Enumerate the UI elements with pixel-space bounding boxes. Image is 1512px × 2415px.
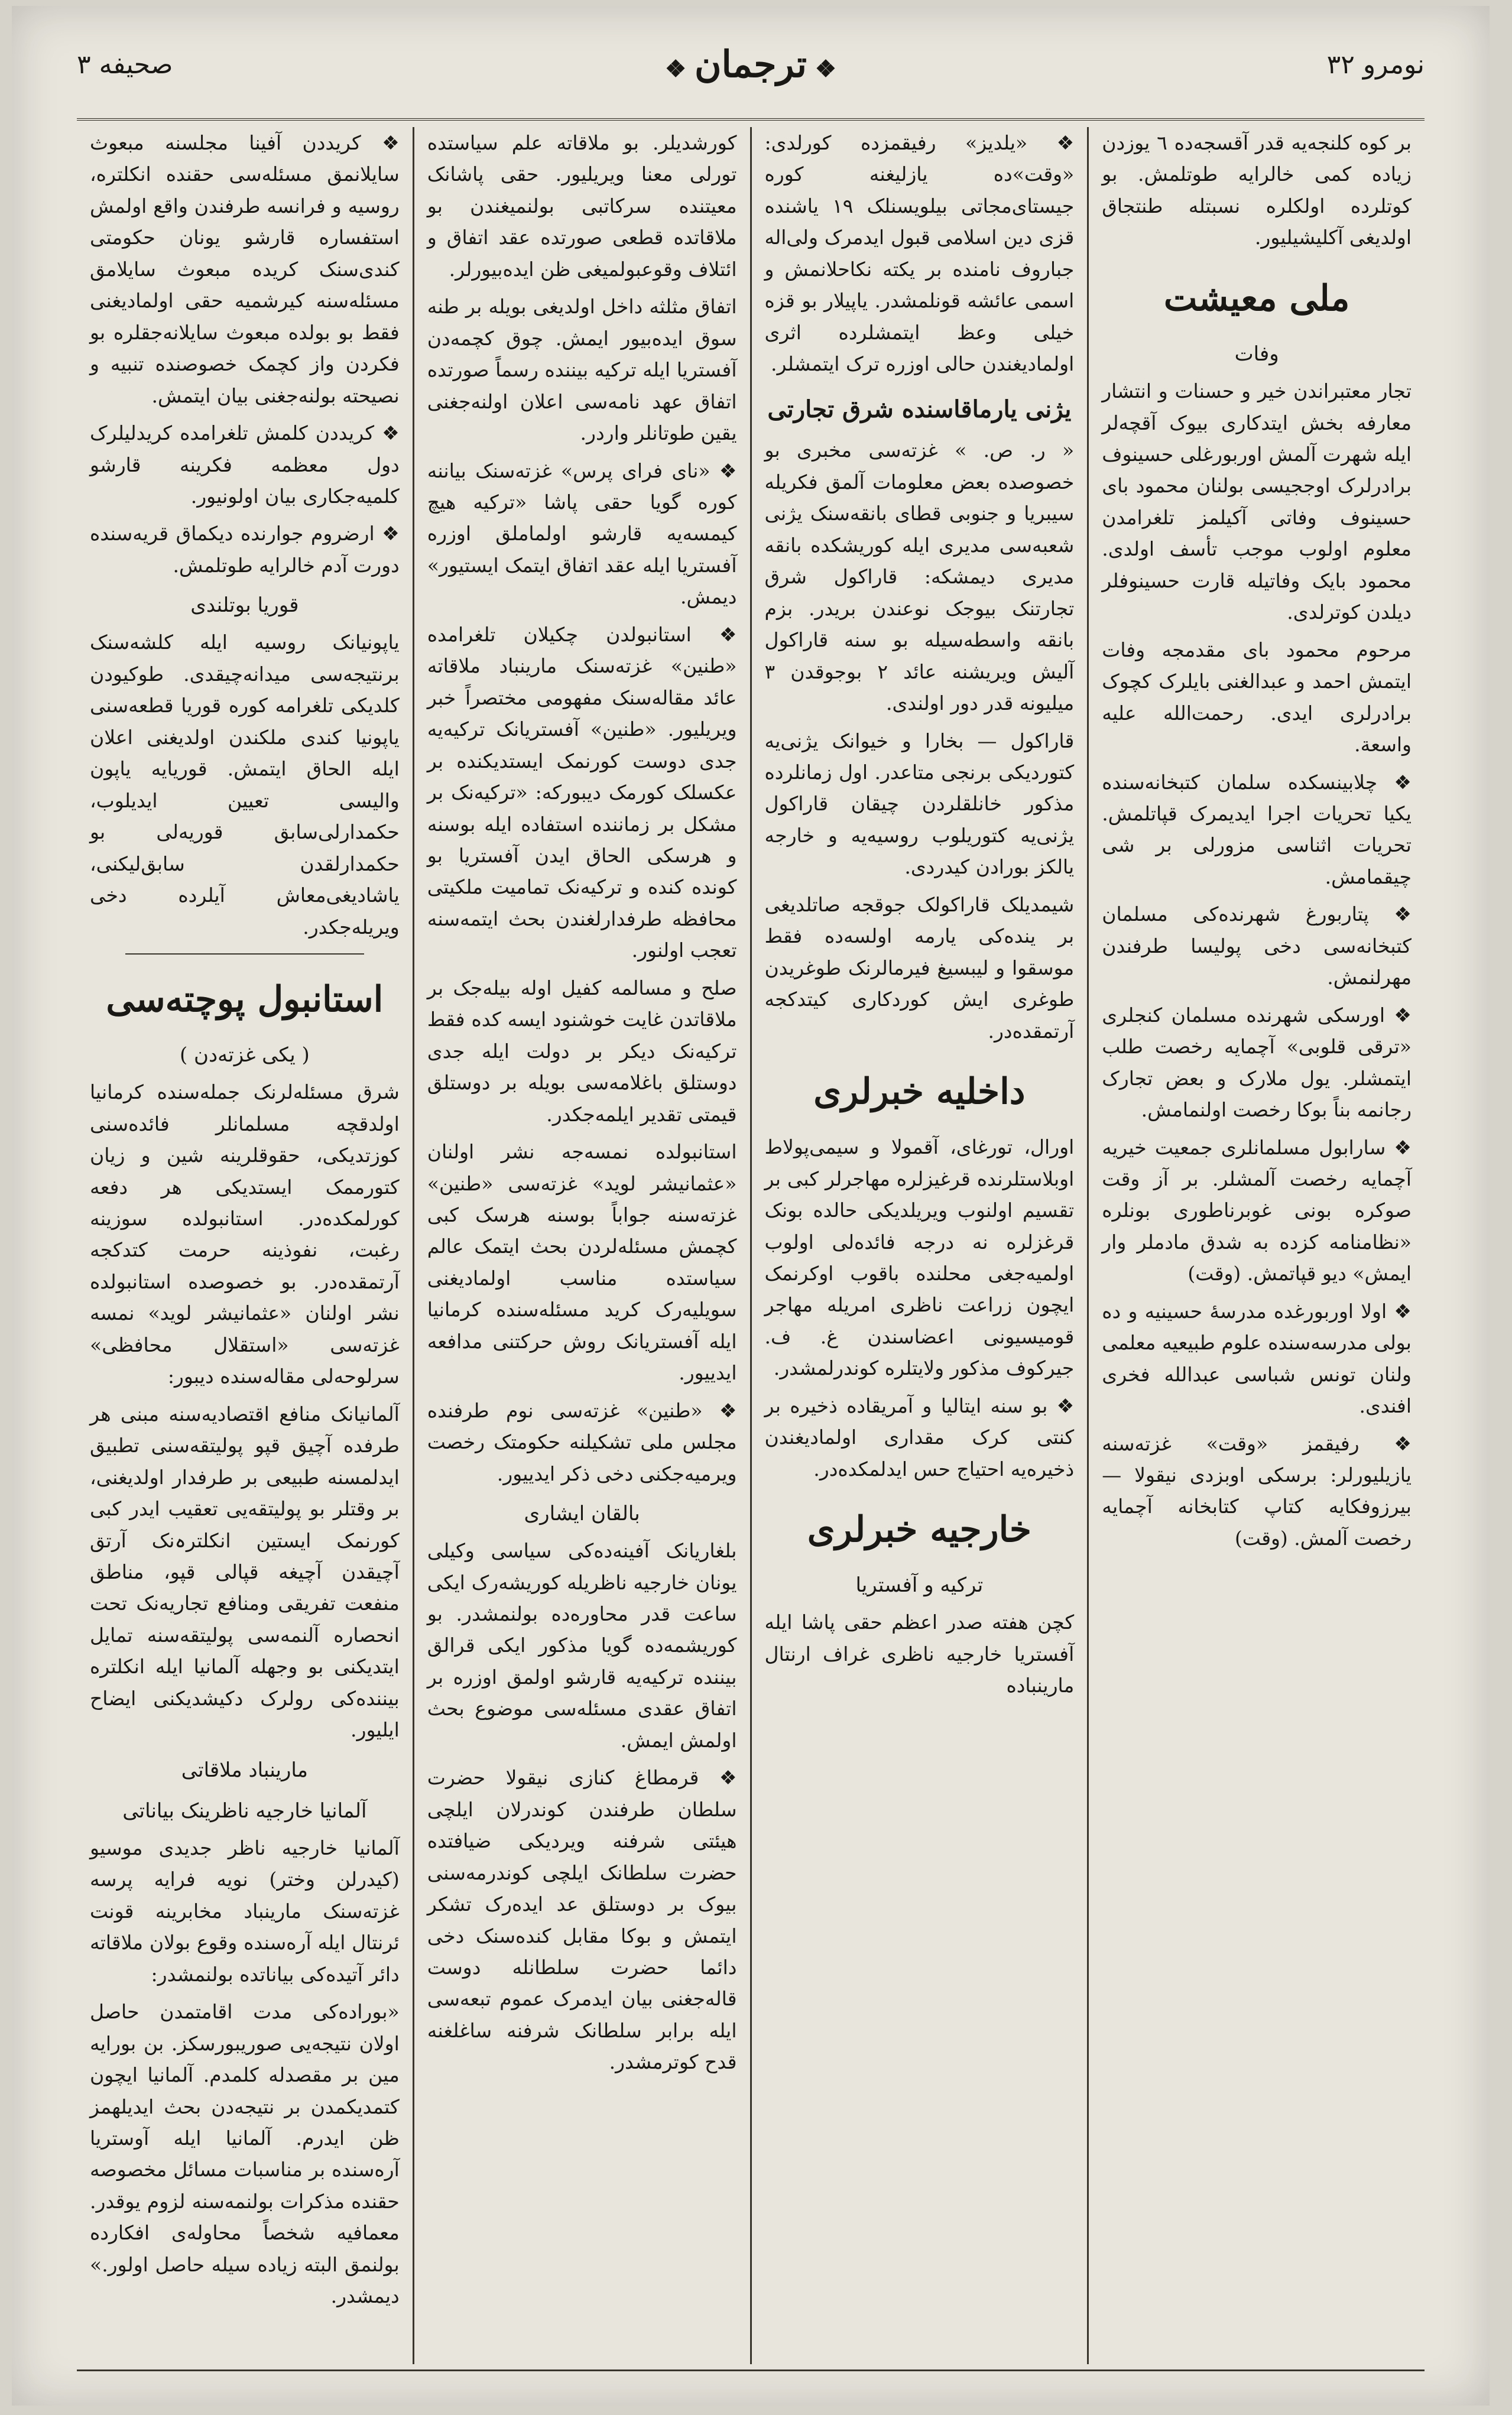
footer-rule	[77, 2369, 1425, 2391]
paragraph: ❖ «نای فرای پرس» غزته‌سنک بیاننه کوره گویا حقی پاشا «ترکیه هیچ کیمسه‌یه قارشو اولماملق اوزره آفستریا ایله عقد اتفاق ایتمک ایستیور» دیمش.	[427, 459, 737, 609]
ornament-icon: ❖	[665, 55, 686, 83]
section-heading: ملی معیشت	[1163, 277, 1350, 319]
paragraph: استانبولده نمسه‌جه نشر اولنان «عثمانیشر لوید» غزته‌سی «طنین» غزته‌سنه جواباً بوسنه هرسک کبی کچمش مسئله‌لردن بحث ایتمک عالم سیاستده مناسب اولمادیغنی سویلیه‌رک کرید مسئله‌سنده کرمانیا ایله آفستریانک روش حرکتنی مدافعه ایدییور.	[427, 1140, 737, 1385]
paragraph: یاپونیانک روسیه ایله کلشه‌سنک برنتیجه‌سی میدانه‌چیقدی. طوکیودن کلدیکی تلغرامه کوره قوریا قطعه‌سنی یاپونیا کندی ملکندن اولدیغنی اعلان ایله الحاق ایتمش. قوریایه یاپون والیسی تعیین ایدیلوب، حکمدارلی‌سابق قوریه‌لی بو حکمدارلقدن سابق‌لیکنی، یاشادیغی‌معاش آیلرده دخی ویریله‌جکدر.	[90, 631, 400, 939]
columns	[77, 127, 1425, 2364]
paragraph: « ر. ص. » غزته‌سی مخبری بو خصو‌صده بعض معلومات آلمق فکریله سیبریا و جنوبی قطای بانقه‌سنک یژنی شعبه‌سی مدیری ایله کوریشکده بانقه مدیری دیمشکه: قاراکول شرق تجارتنک بیوجک نوعندن بریدر. بزم بانقه واسطه‌سیله بو سنه قاراکول آلیش ویریشنه عائد ٢ بوجوقدن ٣ میلیونه قدر دور اولندی.	[764, 439, 1075, 715]
paragraph: شرق مسئله‌لرنک جمله‌سنده کرمانیا اولدقچه مسلمانلر فائده‌سنی کوزتدیکی، حقوقلرینه شین و زیان کتورممک ایستدیکی هر دفعه کورلمکده‌در. استانبولده سوزینه رغبت، نفوذینه حرمت کتدکجه آرتمقده‌در. بو خصوصده استانبولده نشر اولنان «عثمانیشر لوید» نمسه غزته‌سی «استقلال محافظی» سرلوحه‌لی مقاله‌سنده دیبور:	[90, 1080, 400, 1388]
ornament-icon: ❖	[815, 55, 836, 83]
paragraph: شیمدیلک قاراکولک جوقجه صاتلدیغی بر ینده‌کی یارمه اولسه‌ده فقط موسقوا و لیبسیغ فیرمالرنک طوغریدن طوغری ایش کوردکاری کیتدکجه آرتمقده‌در.	[764, 892, 1075, 1043]
section-subheading: وفات	[1234, 342, 1279, 366]
paragraph: ❖ قرمطاغ کنازی نیقولا حضرت سلطان طرفندن کوندرلان ایلچی هیئتی شرفنه ویردیکی ضیافتده حضرت سلطانک ایلچی کوندرمه‌سنی بیوک بر دوستلق عد ایده‌رک تشکر ایتمش و بوکا مقابل کنده‌سنک دخی دائما حضرت سلطانله دوست قاله‌جغنی بیان ایدمرک عموم تبعه‌سی ایله برابر سلطانک شرفنه ساغلغنه قدح کوترمشدر.	[427, 1766, 737, 2074]
paragraph: ❖ اولا اوربورغده مدرسهٔ حسینیه و ده بولی مدرسه‌سنده علوم طبیعیه معلمی ولنان تونس شباسی عبدالله فخری افندی.	[1102, 1299, 1412, 1418]
paragraph: ❖ کریددن آفینا مجلسنه مبعوث سایلانمق مسئله‌سی حقنده انکلتره، روسیه و فرانسه طرفندن واقع اولمش استفساره قارشو یونان حکومتی کندی‌سنک کریده مبعوث سایلامق مسئله‌سنه کیرشمیه حقی اولمادیغنی فقط بو بولده مبعوث سایلانه‌جقلره بو فکردن واز کچمک خصوصنده تنبیه و نصیحته بولنه‌جغنی بیان ایتمش.	[90, 131, 400, 407]
section-subheading: قوریا بوتلندی	[190, 593, 299, 618]
paragraph: صلح و مسالمه کفیل اوله بیله‌جک بر ملاقاتدن غایت خوشنود ایسه کده فقط ترکیه‌نک دیکر بر دولت ایله جدی دوستلق باغلامه‌سی بویله بر دوستلق قیمتی تقدیر ایلمه‌جکدر.	[427, 976, 737, 1126]
section-subheading: ترکیه و آفستریا	[855, 1573, 984, 1598]
column-3	[413, 127, 750, 2364]
column-2	[750, 127, 1088, 2364]
page-label: صحیفه ٣	[77, 50, 173, 80]
section-subheading: مارینباد ملاقاتی	[181, 1758, 308, 1782]
paragraph: ❖ رفیقمز «وقت» غزته‌سنه یازیلیورلر: برسکی اوبزدی نیقولا — بیرزوفکایه کتاپ کتابخانه آچمایه رخصت آلمش. (وقت)	[1102, 1432, 1412, 1550]
column-1	[1087, 127, 1425, 2364]
section-subheading: آلمانیا خارجیه ناظرینک بیاناتی	[122, 1799, 367, 1823]
paragraph: ❖ سارابول مسلمانلری جمعیت خیریه آچمایه رخصت آلمشلر. بر آز وقت صوکره بونی غوبرناطوری بونلره «نظامنامه کزده به شدق مادملر وار ایمش» دیو قپاتمش. (وقت)	[1102, 1135, 1412, 1286]
masthead	[77, 41, 1425, 121]
title-text: ترجمان	[694, 43, 807, 86]
paragraph: کورشدیلر. بو ملاقاته علم سیاستده تورلی معنا ویریلیور. حقی پاشانک معیتنده سرکاتبی بولنمیغندن بو ملاقاتده قطعی صورتده عقد اتفاق و ائتلاف وقوعبولمیغی ظن ایده‌بیورلر.	[427, 131, 737, 281]
paragraph: قاراکول — بخارا و خیوانک یژنی‌یه کتوردیکی برنجی متاعدر. اول زمانلرده مذکور خانلقلردن چیقان قاراکول یژنی‌یه کتوریلوب روسیه‌یه و خارجه یالکز بورادن کیدردی.	[764, 729, 1075, 879]
paragraph: کچن هفته صدر اعظم حقی پاشا ایله آفستریا خارجیه ناظری غراف ارنتال مارینباده	[764, 1611, 1075, 1697]
paragraph: «بوراده‌کی مدت اقامتمدن حاصل اولان نتیجه‌یی صوریبورسکز. بن بورایه مین بر مقصدله کلمدم. آلمانیا ایچون کتمدیکمدن بر نتیجه‌دن بحث ایدیلهمز ظن ایدرم. آلمانیا ایله آوستریا آره‌سنده بر مناسبات مسائل مخصوصه حقنده مذکرات بولنمه‌سنه لزوم یوقدر. معمافیه شخصاً محاوله‌ی افکارده بولنمق البته زیاده سیله حاصل اولور.» دیمشدر.	[90, 2000, 400, 2308]
paragraph: بر کوه کلنجه‌یه قدر آقسجه‌ده ٦ یوزدن زیاده کمی خالرایه طوتلمش. بو کوتلرده اولکلره نسبتله طنتجاق اولدیغی آکلیشیلیور.	[1102, 131, 1412, 249]
paragraph: اتفاق مثلثه داخل اولدیغی بویله بر طنه سوق ایده‌بیور ایمش. چوق کچمه‌دن آفستریا ایله ترکیه بیننده رسماً صورتده اتفاق عهد نامه‌سی اعلان اولنه‌جغنی یقین طوتانلر واردر.	[427, 295, 737, 445]
column-4	[77, 127, 413, 2364]
paragraph: ❖ بو سنه ایتالیا و آمریقاده ذخیره بر کنتی کرک مقداری اولمادیغندن ذخیره‌یه احتیاج حس ایدلمکده‌در.	[764, 1394, 1075, 1481]
paragraph: ❖ ارضروم جوارنده دیکماق قریه‌سنده دورت آدم خالرایه طوتلمش.	[90, 522, 400, 577]
newspaper-page	[12, 6, 1490, 2406]
paragraph: ❖ پتاربورغ شهرنده‌کی مسلمان کتبخانه‌سی دخی پولیسا طرفندن مهرلنمش.	[1102, 903, 1412, 989]
paragraph: ❖ اورسکی شهرنده مسلمان کنجلری «ترقی قلوبی» آچمایه رخصت طلب ایتمشلر. یول ملارک و بعض تجارک رجانمه بناً بوکا رخصت اولنمامش.	[1102, 1003, 1412, 1122]
section-heading: داخلیه خبرلری	[813, 1071, 1026, 1113]
paragraph: ❖ استانبولدن چکیلان تلغرامده «طنین» غزته‌سنک مارینباد ملاقاته عائد مقاله‌سنک مفهومی مختصراً خبر ویریلیور. «طنین» آفستریانک ترکیه‌یه جدی دوست کورنمک ایستدیکنده بر عکسلک کورمک دیبورکه: «ترکیه‌نک بر مشکل بر زماننده استفاده ایله بوسنه و هرسکی الحاق ایدن آفستریا بو کونده کنده و ترکیه‌نک تمامیت ملکیتی محافظه طرفدارلغندن بحث ایتمه‌سنه تعجب اولنور.	[427, 622, 737, 962]
newspaper-title	[657, 43, 845, 86]
paragraph: ❖ «یلدیز» رفیقمزده کورلدی: «وقت»ده یازلیغنه کوره جیستای‌مجاتی بیلویسنلک ١٩ یاشنده قزی دین اسلامی قبول ایدمرک ولی‌اله جباروف نامنده بر یکته نکاحلانمش و اسمی عائشه قونلمشدر. یاپیلار بو قزه خیلی وعظ ایتمشلرده اثری اولما‌دیغندن حالی اوزره ترک ایتمشلر.	[764, 131, 1075, 376]
paragraph: اورال، تورغای، آقمولا و سیمی‌پولاط اوبلاستلرنده قرغیزلره مهاجرلر کبی بر تقسیم اولنوب ویریلدیکی حالده بونک قرغزلره نه درجه فائده‌لی اولوب اولمیه‌جغی محلنده باقوب اوکرنمک ایچون زراعت ناظری امریله مهاجر قومیسیونی اعضاسندن غ. ف. جیرکوف مذکور ولایتلره کوندرلمشدر.	[764, 1135, 1075, 1380]
section-subheading: بالقان ایشاری	[524, 1502, 640, 1526]
divider	[125, 953, 364, 955]
section-heading: یژنی یارماقاسنده شرق تجارتی	[767, 395, 1072, 423]
section-subheading: ( یکی غزته‌دن )	[179, 1043, 310, 1067]
section-heading: استانبول پوچته‌سی	[106, 978, 384, 1020]
section-heading: خارجیه خبرلری	[807, 1509, 1031, 1551]
issue-number: نومرو ٣٢	[1326, 50, 1425, 80]
paragraph: آلمانیانک منافع اقتصادیه‌سنه مبنی هر طرفده آچیق قپو پولیتقه‌سنی تطبیق ایدلمسنه طبیعی بر طرفدار اولدیغنی، بر وقتلر بو پولیتقه‌یی تعقیب ایدر کبی کورنمک ایستین انکلترہ‌نک آرتق آچیقدن آچیغه قپالی قپو، مناطق منفعت تفریقی ومنافع تجاریه‌نک تحت انحصاره آلنمه‌سی پولیتقه‌سنه تمایل ایتدیکنی بو وجهله آلمانیا ایله انکلتره بیننده‌کی رولرک دکیشدیکنی ایضاح ایلیور.	[90, 1402, 400, 1742]
paragraph: ❖ کریددن کلمش تلغرامده کریدلیلرک دول معظمه فکرینه قارشو کلمیه‌جکاری بیان اولونیور.	[90, 421, 400, 508]
paragraph: ❖ چلابینسکده سلمان کتبخانه‌سنده یکیا تحریات اجرا ایدیمرک قپاتلمش. تحریات اثناسی مزورلی بر شی چیقمامش.	[1102, 770, 1412, 888]
paragraph: ❖ «طنین» غزته‌سی نوم طرفنده مجلس ملی تشکیلنه حکومتک رخصت ویرمیه‌جکنی دخی ذکر ایدییور.	[427, 1398, 737, 1485]
paragraph: مرحوم محمود بای مقدمجه وفات ایتمش احمد و عبدالغنی بایلرک کچوک برادرلری ایدی. رحمت‌الله علیه واسعة.	[1102, 638, 1412, 757]
paragraph: تجار معتبراندن خیر و حسنات و انتشار معارفه بخش ایتدکاری بیوک آقچه‌لر ایله شهرت آلمش اوربورغلی حسینوف برادرلرک اوججیسی بولنان محمود بای حسینوف وفاتی آکیلمز تلغرامدن معلوم اولوب موجب تأسف اولدی. محمود بایک وفاتیله قارت حسینوفلر دیلدن کوترلدی.	[1102, 379, 1412, 624]
paragraph: بلغاریانک آفینه‌ده‌کی سیاسی وکیلی یونان خارجیه ناظریله کوریشه‌رک ایکی ساعت قدر محاوره‌ده بولنمشدر. بو کوریشمه‌ده گویا مذکور ایکی قرالق بیننده ترکیه‌یه قارشو اولمق اوزره بر اتفاق عقدی مسئله‌سی موضوع بحث اولمش ایمش.	[427, 1539, 737, 1752]
paragraph: آلمانیا خارجیه ناظر جدیدی موسیو (کیدرلن وختر) نویه فرایه پرسه غزته‌سنک مارینباد مخابرینه قونت ئرنتال ایله آره‌سنده وقوع بولان ملاقاته دائر آتیده‌کی بیاناتده بولنمشدر:	[90, 1836, 400, 1986]
